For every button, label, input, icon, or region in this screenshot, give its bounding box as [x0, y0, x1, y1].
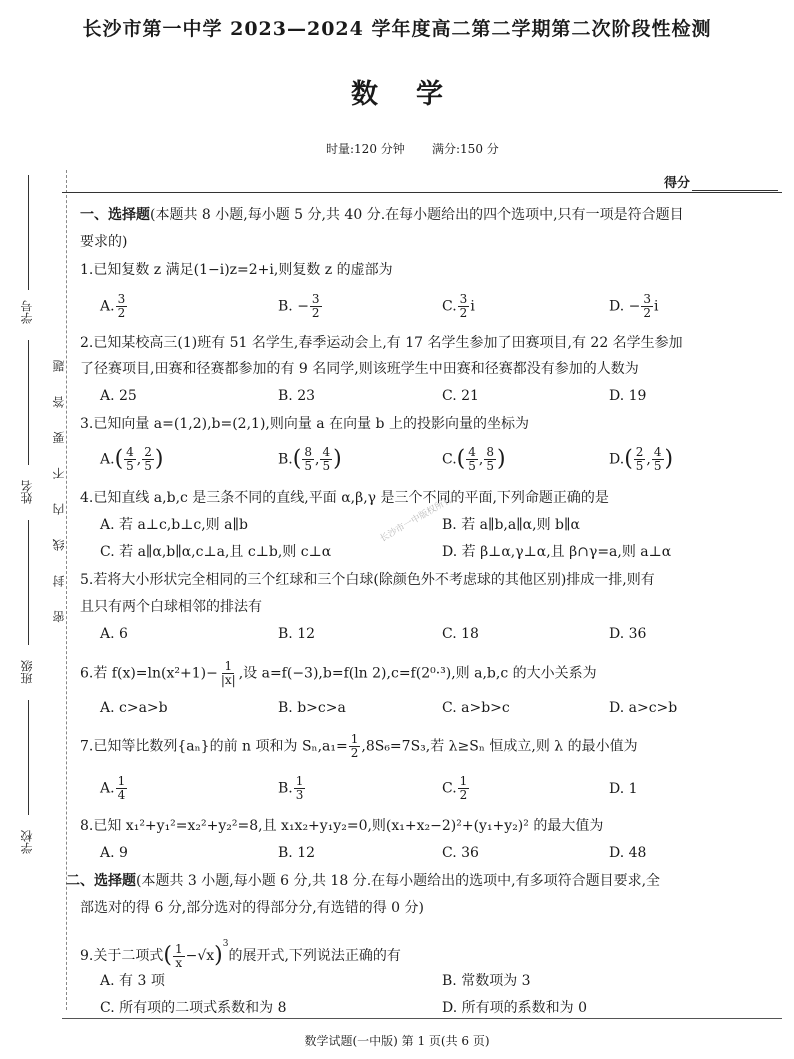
school-blank: [28, 700, 29, 815]
q5-option-b: B. 12: [278, 626, 316, 642]
q9-option-b: B. 常数项为 3: [442, 973, 531, 989]
q5-option-a: A. 6: [100, 626, 128, 642]
q1-option-a: A. $\frac{3}{2}$: [100, 292, 126, 320]
page-footer: 数学试题(一中版) 第 1 页(共 6 页): [304, 1034, 490, 1048]
section2-desc2: 部选对的得 6 分,部分选对的得部分分,有选错的得 0 分): [80, 900, 424, 916]
q7-option-d: D. 1: [609, 781, 638, 797]
q6-option-d: D. a>c>b: [609, 700, 678, 716]
q8-stem: 8.已知 x₁²+y₁²=x₂²+y₂²=8,且 x₁x₂+y₁y₂=0,则(x₁+x₂−2)²+(y₁+y₂)² 的最大值为: [80, 818, 604, 834]
q3-option-c: C.( $\frac{4}{5}$ , $\frac{8}{5}$ ): [442, 445, 506, 473]
q1-option-c: C. $\frac{3}{2}$ i: [442, 292, 475, 320]
q2-option-d: D. 19: [609, 388, 647, 404]
q2-stem-line1: 2.已知某校高三(1)班有 51 名学生,春季运动会上,有 17 名学生参加了田赛项目,有 22 名学生参加: [80, 335, 683, 351]
q4-stem: 4.已知直线 a,b,c 是三条不同的直线,平面 α,β,γ 是三个不同的平面,下列命题正确的是: [80, 490, 609, 506]
q6-option-a: A. c>a>b: [100, 700, 168, 716]
q4-option-a: A. 若 a⊥c,b⊥c,则 a∥b: [100, 517, 248, 533]
q5-stem-line1: 5.若将大小形状完全相同的三个红球和三个白球(除颜色外不考虑球的其他区别)排成一排,则有: [80, 572, 655, 588]
q5-option-d: D. 36: [609, 626, 647, 642]
q3-option-b: B.( $\frac{8}{5}$ , $\frac{4}{5}$ ): [278, 445, 342, 473]
section2-head: 二、选择题: [66, 873, 136, 889]
q2-option-a: A. 25: [100, 388, 137, 404]
q6-stem: 6.若 f(x)=ln(x²+1)− $\frac{1}{|x|}$ ,设 a=f(−3),b=f(ln 2),c=f(2⁰·³),则 a,b,c 的大小关系为: [80, 659, 597, 687]
class-blank: [28, 520, 29, 645]
q4-option-b: B. 若 a∥b,a∥α,则 b∥α: [442, 517, 580, 533]
q9-option-c: C. 所有项的二项式系数和为 8: [100, 1000, 287, 1016]
q8-option-a: A. 9: [100, 845, 128, 861]
q7-option-b: B. $\frac{1}{3}$: [278, 774, 304, 802]
q5-stem-line2: 且只有两个白球相邻的排法有: [80, 599, 262, 615]
section1-desc1: (本题共 8 小题,每小题 5 分,共 40 分.在每小题给出的四个选项中,只有一项是符合题目: [150, 207, 684, 223]
section1-head: 一、选择题: [80, 207, 150, 223]
q3-option-a: A.( $\frac{4}{5}$ , $\frac{2}{5}$ ): [100, 445, 164, 473]
student-no-label: 学号: [20, 300, 34, 324]
q7-stem: 7.已知等比数列{aₙ}的前 n 项和为 Sₙ,a₁= $\frac{1}{2}$ ,8S₆=7S₃,若 λ≥Sₙ 恒成立,则 λ 的最小值为: [80, 732, 638, 760]
section1-desc-line1: [80, 206, 684, 224]
exam-time: 时量:120 分钟: [326, 142, 405, 156]
q2-option-c: C. 21: [442, 388, 479, 404]
student-no-blank: [28, 175, 29, 290]
name-blank: [28, 340, 29, 465]
seal-note: 密 封 线 内 不 要 答 题: [52, 350, 66, 623]
section2-desc-line1: [66, 872, 660, 890]
q2-option-b: B. 23: [278, 388, 316, 404]
q1-stem: 1.已知复数 z 满足(1−i)z=2+i,则复数 z 的虚部为: [80, 262, 393, 278]
exam-title: 长沙市第一中学 2023—2024 学年度高二第二学期第二次阶段性检测: [82, 18, 712, 40]
q9-stem: 9.关于二项式( $\frac{1}{x}$ −√x)$^3$的展开式,下列说法正确的有: [80, 939, 401, 970]
score-field: [664, 172, 778, 191]
section1-desc2: 要求的): [80, 234, 128, 250]
q1-option-d: D. − $\frac{3}{2}$ i: [609, 292, 659, 320]
class-label: 班级: [20, 660, 34, 684]
score-blank: [692, 175, 778, 191]
q3-option-d: D.( $\frac{2}{5}$ , $\frac{4}{5}$ ): [609, 445, 674, 473]
q6-option-c: C. a>b>c: [442, 700, 510, 716]
q9-option-d: D. 所有项的系数和为 0: [442, 1000, 587, 1016]
q8-option-b: B. 12: [278, 845, 316, 861]
q9-option-a: A. 有 3 项: [100, 973, 165, 989]
q1-option-b: B. − $\frac{3}{2}$: [278, 292, 320, 320]
q8-option-c: C. 36: [442, 845, 479, 861]
header-rule: [62, 192, 782, 193]
subject-title: 数学: [351, 79, 481, 110]
footer-rule: [62, 1018, 782, 1019]
watermark: 长沙市一中版权所有: [378, 495, 454, 545]
full-score: 满分:150 分: [432, 142, 499, 156]
section2-desc1: (本题共 3 小题,每小题 6 分,共 18 分.在每小题给出的选项中,有多项符合题目要求,全: [136, 873, 661, 889]
q4-option-c: C. 若 a∥α,b∥α,c⊥a,且 c⊥b,则 c⊥α: [100, 544, 332, 560]
q3-stem: 3.已知向量 a=(1,2),b=(2,1),则向量 a 在向量 b 上的投影向量的坐标为: [80, 416, 529, 432]
q5-option-c: C. 18: [442, 626, 479, 642]
q4-option-d: D. 若 β⊥α,γ⊥α,且 β∩γ=a,则 a⊥α: [442, 544, 672, 560]
name-label: 姓名: [20, 480, 34, 504]
q2-stem-line2: 了径赛项目,田赛和径赛都参加的有 9 名同学,则该班学生中田赛和径赛都没有参加的人数为: [80, 361, 639, 377]
q6-option-b: B. b>c>a: [278, 700, 346, 716]
score-label: 得分: [664, 176, 691, 191]
q7-option-a: A. $\frac{1}{4}$: [100, 774, 126, 802]
q8-option-d: D. 48: [609, 845, 647, 861]
q7-option-c: C. $\frac{1}{2}$: [442, 774, 468, 802]
school-label: 学校: [20, 830, 34, 854]
